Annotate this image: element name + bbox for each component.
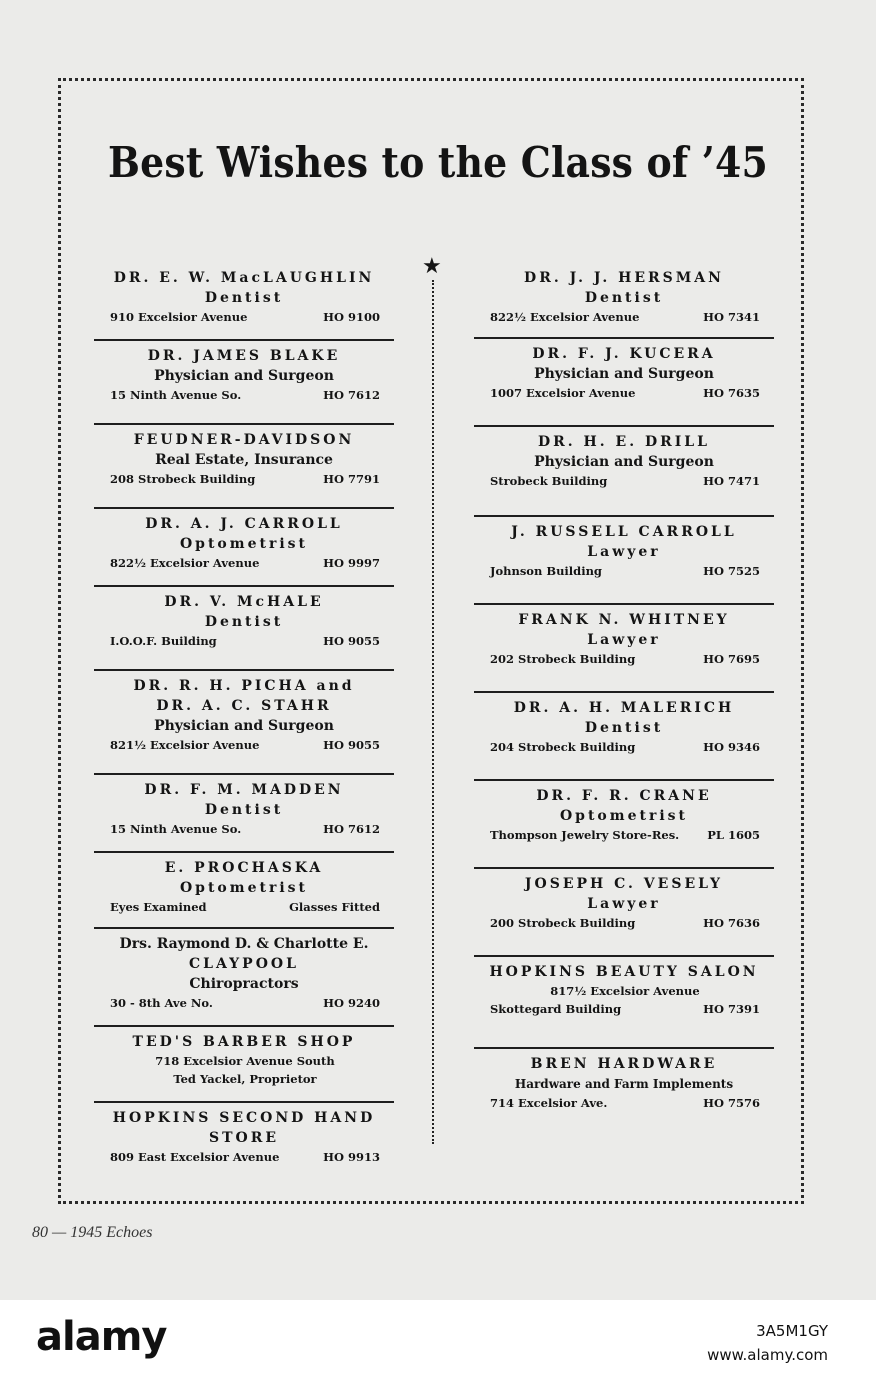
listing-entry xyxy=(94,1032,394,1096)
listing-contact-row xyxy=(94,386,394,404)
listing-name: HOPKINS BEAUTY SALON xyxy=(489,964,759,980)
listing-name: DR. H. E. DRILL xyxy=(538,434,710,450)
listing-contact-row xyxy=(474,914,774,932)
listing-phone: HO 9055 xyxy=(323,738,380,752)
listing-address: 809 East Excelsior Avenue xyxy=(110,1150,280,1164)
listing-address: 821½ Excelsior Avenue xyxy=(110,738,260,752)
listing-profession: Optometrist xyxy=(179,880,309,896)
star-ornament-icon: ★ xyxy=(422,254,442,279)
listing-address: Johnson Building xyxy=(490,564,602,578)
listing-rule xyxy=(474,1047,774,1049)
listing-name: DR. F. J. KUCERA xyxy=(532,346,716,362)
listing-profession: Lawyer xyxy=(587,896,661,912)
watermark-url: www.alamy.com xyxy=(707,1346,828,1364)
listing-entry xyxy=(474,268,774,332)
listing-profession: Physician and Surgeon xyxy=(154,368,334,384)
listing-address: Skottegard Building xyxy=(490,1002,622,1016)
listing-rule xyxy=(94,773,394,775)
listing-name: JOSEPH C. VESELY xyxy=(524,876,724,892)
watermark-logo: alamy xyxy=(36,1314,167,1360)
listing-name: E. PROCHASKA xyxy=(164,860,324,876)
listing-contact-row xyxy=(474,650,774,668)
listing-name: BREN HARDWARE xyxy=(530,1056,718,1072)
listing-contact-row xyxy=(94,632,394,650)
listing-name: DR. E. W. MacLAUGHLIN xyxy=(113,270,375,286)
listing-phone: HO 9055 xyxy=(323,634,380,648)
listing-entry xyxy=(94,514,394,580)
listing-rule xyxy=(474,955,774,957)
listing-profession: Lawyer xyxy=(587,544,661,560)
listing-phone: HO 7341 xyxy=(703,310,760,324)
listing-rule xyxy=(94,339,394,341)
listing-rule xyxy=(94,927,394,929)
listing-entry xyxy=(94,592,394,664)
watermark-bar xyxy=(0,1300,876,1390)
listing-address: 200 Strobeck Building xyxy=(490,916,636,930)
listing-profession: Hardware and Farm Implements xyxy=(514,1077,734,1091)
listing-contact-row xyxy=(94,470,394,488)
listing-entry xyxy=(474,962,774,1042)
listing-name: DR. A. H. MALERICH xyxy=(513,700,735,716)
left-column xyxy=(94,268,394,1166)
listing-phone: HO 9240 xyxy=(323,996,380,1010)
listing-name: CLAYPOOL xyxy=(189,956,299,972)
listing-contact-row xyxy=(474,1094,774,1112)
listing-entry xyxy=(474,698,774,774)
listing-phone: HO 7791 xyxy=(323,472,380,486)
listing-address: 822½ Excelsior Avenue xyxy=(490,310,640,324)
listing-rule xyxy=(474,779,774,781)
page-folio: 80 — 1945 Echoes xyxy=(32,1224,153,1241)
listing-rule xyxy=(474,425,774,427)
listing-rule xyxy=(474,867,774,869)
listing-address: 208 Strobeck Building xyxy=(110,472,256,486)
listing-rule xyxy=(474,603,774,605)
listing-entry xyxy=(94,268,394,334)
listing-entry xyxy=(474,432,774,510)
listing-rule xyxy=(94,423,394,425)
listing-name: DR. F. R. CRANE xyxy=(536,788,712,804)
listing-detail-line: Ted Yackel, Proprietor xyxy=(173,1072,317,1086)
listing-entry xyxy=(474,610,774,686)
listing-profession: Optometrist xyxy=(179,536,309,552)
listing-contact-row xyxy=(474,826,774,844)
listing-phone: HO 7612 xyxy=(323,822,380,836)
listing-detail-line: 718 Excelsior Avenue South xyxy=(155,1054,335,1068)
listing-rule xyxy=(94,669,394,671)
listing-contact-row xyxy=(474,562,774,580)
listing-contact-row xyxy=(94,308,394,326)
listing-address: 1007 Excelsior Avenue xyxy=(490,386,636,400)
listing-rule xyxy=(474,337,774,339)
listing-address: 910 Excelsior Avenue xyxy=(110,310,248,324)
page-headline: Best Wishes to the Class of ’45 xyxy=(108,138,768,187)
listing-contact-row xyxy=(474,472,774,490)
listing-name: DR. R. H. PICHA and xyxy=(133,678,355,694)
listing-address: 204 Strobeck Building xyxy=(490,740,636,754)
listing-rule xyxy=(94,1025,394,1027)
listing-rule xyxy=(94,1101,394,1103)
listing-entry xyxy=(94,934,394,1020)
listing-phone: HO 7391 xyxy=(703,1002,760,1016)
listing-address: Strobeck Building xyxy=(490,474,608,488)
listing-address: 822½ Excelsior Avenue xyxy=(110,556,260,570)
listing-entry xyxy=(474,874,774,950)
listing-profession: Dentist xyxy=(584,720,664,736)
listing-contact-row xyxy=(94,1148,394,1166)
listing-name: TED'S BARBER SHOP xyxy=(132,1034,356,1050)
listing-phone: HO 7636 xyxy=(703,916,760,930)
listing-rule xyxy=(94,585,394,587)
listing-profession: Dentist xyxy=(204,614,284,630)
listing-contact-row xyxy=(474,384,774,402)
listing-profession: Physician and Surgeon xyxy=(534,366,714,382)
listing-contact-row xyxy=(474,308,774,326)
listing-phone: HO 7635 xyxy=(703,386,760,400)
listing-profession: Real Estate, Insurance xyxy=(155,452,333,468)
listing-contact-row xyxy=(94,898,394,916)
right-column xyxy=(474,268,774,1134)
listing-phone: HO 9346 xyxy=(703,740,760,754)
listing-address: 714 Excelsior Ave. xyxy=(490,1096,608,1110)
listing-rule xyxy=(474,515,774,517)
listing-name: DR. V. McHALE xyxy=(164,594,324,610)
listing-address: Eyes Examined xyxy=(110,900,207,914)
listing-phone: HO 9913 xyxy=(323,1150,380,1164)
listing-contact-row xyxy=(94,736,394,754)
listing-entry xyxy=(94,780,394,846)
watermark-code: 3A5M1GY xyxy=(756,1322,828,1340)
listing-contact-row xyxy=(94,994,394,1012)
listing-address: Thompson Jewelry Store-Res. xyxy=(490,828,680,842)
listing-name: FEUDNER-DAVIDSON xyxy=(133,432,355,448)
listing-profession: Physician and Surgeon xyxy=(154,718,334,734)
listing-phone: HO 7612 xyxy=(323,388,380,402)
listing-name: FRANK N. WHITNEY xyxy=(518,612,730,628)
listing-name: DR. JAMES BLAKE xyxy=(147,348,341,364)
listing-rule xyxy=(94,507,394,509)
listing-address: I.O.O.F. Building xyxy=(110,634,217,648)
listing-rule xyxy=(94,851,394,853)
listing-profession: Optometrist xyxy=(559,808,689,824)
listing-name: J. RUSSELL CARROLL xyxy=(511,524,737,540)
listing-entry xyxy=(474,344,774,420)
listing-phone: Glasses Fitted xyxy=(289,900,380,914)
listing-name-prefix: Drs. Raymond D. & Charlotte E. xyxy=(119,936,369,952)
listing-address: 15 Ninth Avenue So. xyxy=(110,388,242,402)
listing-profession: Dentist xyxy=(204,290,284,306)
listing-name: DR. F. M. MADDEN xyxy=(144,782,344,798)
listing-contact-row xyxy=(474,738,774,756)
listing-rule xyxy=(474,691,774,693)
listing-name: DR. J. J. HERSMAN xyxy=(524,270,724,286)
column-divider xyxy=(432,280,434,1144)
listing-phone: HO 9100 xyxy=(323,310,380,324)
listing-contact-row xyxy=(94,554,394,572)
listing-address: 15 Ninth Avenue So. xyxy=(110,822,242,836)
listing-phone: PL 1605 xyxy=(707,828,760,842)
listing-name: HOPKINS SECOND HAND STORE xyxy=(112,1110,376,1146)
listing-phone: HO 7471 xyxy=(703,474,760,488)
listing-entry xyxy=(94,430,394,502)
listing-address: 30 - 8th Ave No. xyxy=(110,996,213,1010)
listing-entry xyxy=(94,676,394,768)
listing-entry xyxy=(474,786,774,862)
listing-phone: HO 9997 xyxy=(323,556,380,570)
listing-entry xyxy=(94,346,394,418)
listing-profession: Dentist xyxy=(584,290,664,306)
listing-contact-row xyxy=(94,820,394,838)
listing-name: DR. A. J. CARROLL xyxy=(145,516,343,532)
listing-profession: Physician and Surgeon xyxy=(534,454,714,470)
listing-contact-row xyxy=(474,1000,774,1018)
listing-profession: Chiropractors xyxy=(189,976,299,992)
listing-phone: HO 7576 xyxy=(703,1096,760,1110)
listing-address: 202 Strobeck Building xyxy=(490,652,636,666)
listing-profession: Lawyer xyxy=(587,632,661,648)
listing-detail-line: 817½ Excelsior Avenue xyxy=(550,984,700,998)
listing-entry xyxy=(474,522,774,598)
listing-phone: HO 7525 xyxy=(703,564,760,578)
listing-entry xyxy=(94,1108,394,1166)
listing-name-second: DR. A. C. STAHR xyxy=(156,698,332,714)
listing-entry xyxy=(94,858,394,922)
listing-phone: HO 7695 xyxy=(703,652,760,666)
listing-entry xyxy=(474,1054,774,1134)
listing-profession: Dentist xyxy=(204,802,284,818)
